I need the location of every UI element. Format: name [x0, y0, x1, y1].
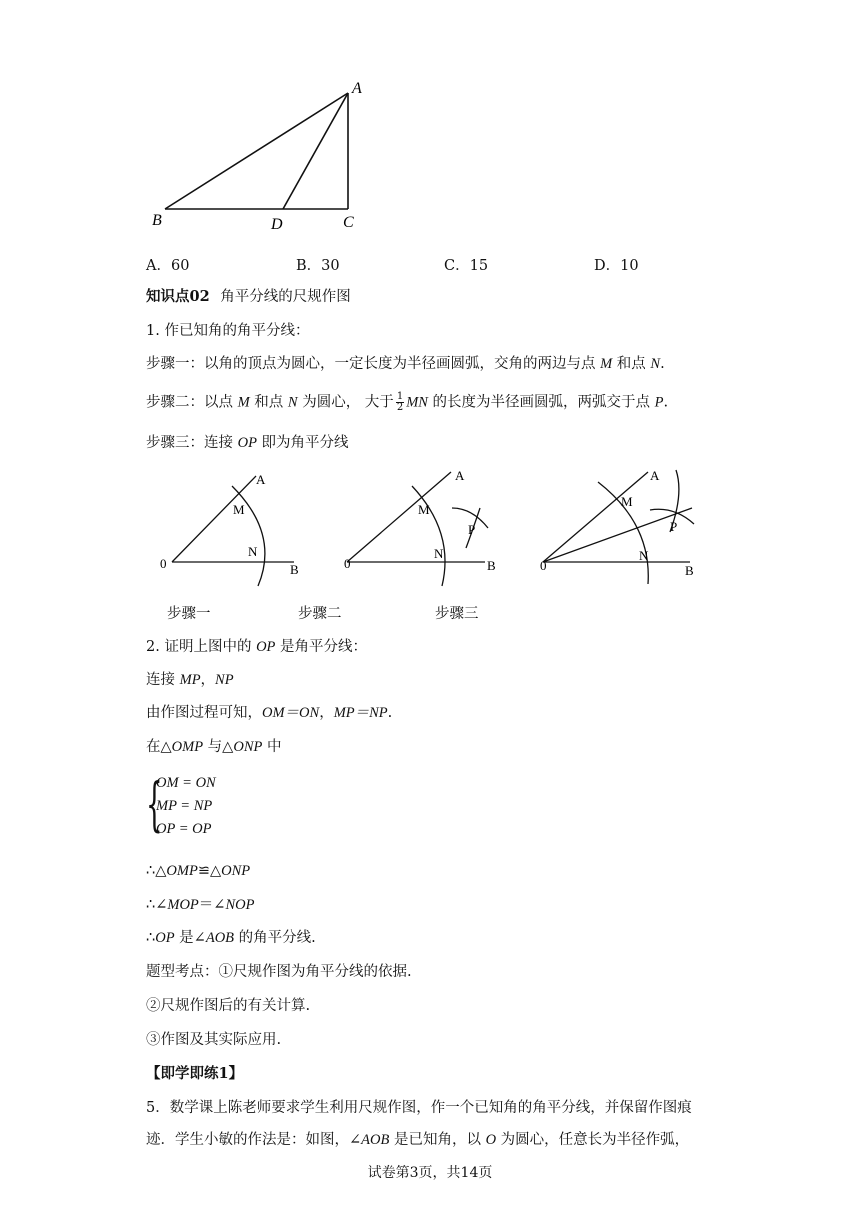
- step-2-prefix: 步骤二：以点: [146, 394, 238, 411]
- key-point-2: ②尺规作图后的有关计算.: [146, 998, 311, 1014]
- fig1-label-a: A: [256, 472, 266, 487]
- var-m: M: [600, 356, 613, 372]
- c3-prefix: ∴: [146, 930, 156, 946]
- option-d[interactable]: D．10: [594, 258, 639, 274]
- var-op: OP: [256, 639, 276, 655]
- system-eq-1: OM = ON: [156, 775, 216, 791]
- fig2-label-b: B: [487, 558, 496, 573]
- c2-prefix: ∴∠: [146, 897, 168, 913]
- fraction-numerator: 1: [396, 391, 404, 402]
- proof-period: .: [387, 705, 393, 721]
- var-onp: ONP: [221, 863, 251, 879]
- step-2-end: .: [663, 394, 669, 411]
- fig1-label-n: N: [248, 544, 258, 559]
- conclusion-congruent: [146, 861, 250, 881]
- fig2-label-a: A: [455, 468, 465, 483]
- var-mop: MOP: [167, 897, 199, 913]
- proof-in-triangles: [146, 737, 281, 757]
- step-2-mid2: 为圆心， 大于: [297, 394, 394, 411]
- step-2-mid3: 的长度为半径画圆弧，两弧交于点: [427, 394, 655, 411]
- question-5-line-2: [146, 1130, 689, 1150]
- fig3-label-o: 0: [540, 558, 547, 573]
- item-2-end: 是角平分线：: [275, 639, 368, 655]
- var-onp: ONP: [233, 739, 263, 755]
- var-o: O: [485, 1132, 497, 1148]
- var-m: M: [237, 394, 250, 411]
- fraction-half: [396, 392, 404, 413]
- option-c[interactable]: C．15: [444, 258, 489, 274]
- eq-mp-np: MP＝NP: [333, 705, 388, 721]
- var-omp: OMP: [171, 739, 204, 755]
- item-1: 1. 作已知角的角平分线：: [146, 323, 310, 339]
- step-3-end: 即为角平分线: [256, 435, 349, 451]
- system-eq-2: MP = NP: [156, 798, 213, 814]
- q5-prefix: 迹．学生小敏的作法是：如图，∠: [146, 1132, 362, 1148]
- var-mp: MP: [179, 672, 201, 688]
- var-op: OP: [155, 930, 175, 946]
- fig2-label-o: 0: [344, 556, 351, 571]
- option-b[interactable]: B．30: [296, 258, 340, 274]
- proof-and: 与△: [203, 739, 234, 755]
- step-2-mid: 和点: [249, 394, 288, 411]
- proof-process: [146, 703, 392, 723]
- proof-connect-prefix: 连接: [146, 672, 180, 688]
- label-d: D: [271, 216, 283, 233]
- var-p: P: [654, 394, 664, 411]
- item-2-prefix: 2. 证明上图中的: [146, 639, 257, 655]
- caption-step-1: 步骤一: [167, 606, 211, 622]
- fig2-label-n: N: [434, 546, 444, 561]
- var-n: N: [287, 394, 298, 411]
- triangle-figure: [140, 78, 380, 236]
- practice-heading: 【即学即练1】: [146, 1065, 244, 1082]
- c1-prefix: ∴△: [146, 863, 167, 879]
- construction-figures: [150, 464, 710, 589]
- conclusion-bisector: [146, 928, 316, 948]
- conclusion-angles: [146, 895, 254, 915]
- fig3-label-n: N: [639, 548, 649, 563]
- c3-mid: 是∠: [174, 930, 206, 946]
- var-omp: OMP: [166, 863, 198, 879]
- fig2-label-m: M: [418, 502, 430, 517]
- left-brace: {: [146, 770, 163, 838]
- section-heading: [146, 287, 351, 307]
- key-point-1: 题型考点：①尺规作图为角平分线的依据.: [146, 964, 412, 980]
- step-1-prefix: 步骤一：以角的顶点为圆心，一定长度为半径画圆弧，交角的两边与点: [146, 356, 601, 372]
- proof-in-end: 中: [262, 739, 282, 755]
- step-1-end: .: [660, 356, 665, 372]
- var-nop: NOP: [225, 897, 255, 913]
- equation-system: [146, 770, 236, 841]
- step-3-prefix: 步骤三：连接: [146, 435, 238, 451]
- section-title: 角平分线的尺规作图: [220, 289, 351, 305]
- step-2-text: [146, 392, 668, 413]
- page-footer: 试卷第3页，共14页: [367, 1165, 493, 1181]
- q5-end: 为圆心，任意长为半径作弧，: [496, 1132, 690, 1148]
- proof-in-prefix: 在△: [146, 739, 172, 755]
- q5-mid: 是已知角，以: [389, 1132, 486, 1148]
- fig3-label-p: P: [670, 519, 678, 534]
- caption-step-3: 步骤三: [435, 606, 479, 622]
- fraction-denominator: 2: [396, 402, 404, 413]
- fig2-label-p: P: [468, 522, 476, 537]
- item-2: [146, 637, 367, 657]
- var-aob: AOB: [361, 1132, 390, 1148]
- label-a: A: [352, 80, 362, 97]
- question-5-line-1: 5．数学课上陈老师要求学生利用尺规作图，作一个已知角的角平分线，并保留作图痕: [146, 1100, 692, 1116]
- fig3-label-m: M: [621, 494, 633, 509]
- caption-step-2: 步骤二: [298, 606, 342, 622]
- c2-mid: ＝∠: [198, 897, 226, 913]
- proof-process-prefix: 由作图过程可知，: [146, 705, 262, 721]
- fig3-label-b: B: [685, 563, 694, 578]
- section-number: 知识点02: [146, 288, 210, 305]
- var-aob: AOB: [205, 930, 235, 946]
- c1-mid: ≌△: [197, 863, 222, 879]
- step-3-text: [146, 433, 349, 453]
- eq-om-on: OM＝ON: [262, 705, 320, 721]
- proof-sep: ，: [200, 672, 216, 688]
- option-a[interactable]: A．60: [146, 258, 190, 274]
- label-c: C: [343, 214, 354, 231]
- fig3-label-a: A: [650, 468, 660, 483]
- step-1-text: [146, 354, 665, 374]
- system-eq-3: OP = OP: [156, 821, 212, 837]
- c3-end: 的角平分线.: [234, 930, 316, 946]
- proof-connect: [146, 670, 234, 690]
- var-op: OP: [237, 435, 257, 451]
- fig1-label-o: 0: [160, 556, 167, 571]
- label-b: B: [152, 212, 162, 229]
- step-1-mid: 和点: [612, 356, 651, 372]
- fig1-label-m: M: [233, 502, 245, 517]
- var-np: NP: [215, 672, 234, 688]
- proof-comma: ，: [319, 705, 334, 721]
- var-mn: MN: [406, 394, 428, 411]
- key-point-3: ③作图及其实际应用.: [146, 1032, 282, 1048]
- var-n: N: [650, 356, 661, 372]
- fig1-label-b: B: [290, 562, 299, 577]
